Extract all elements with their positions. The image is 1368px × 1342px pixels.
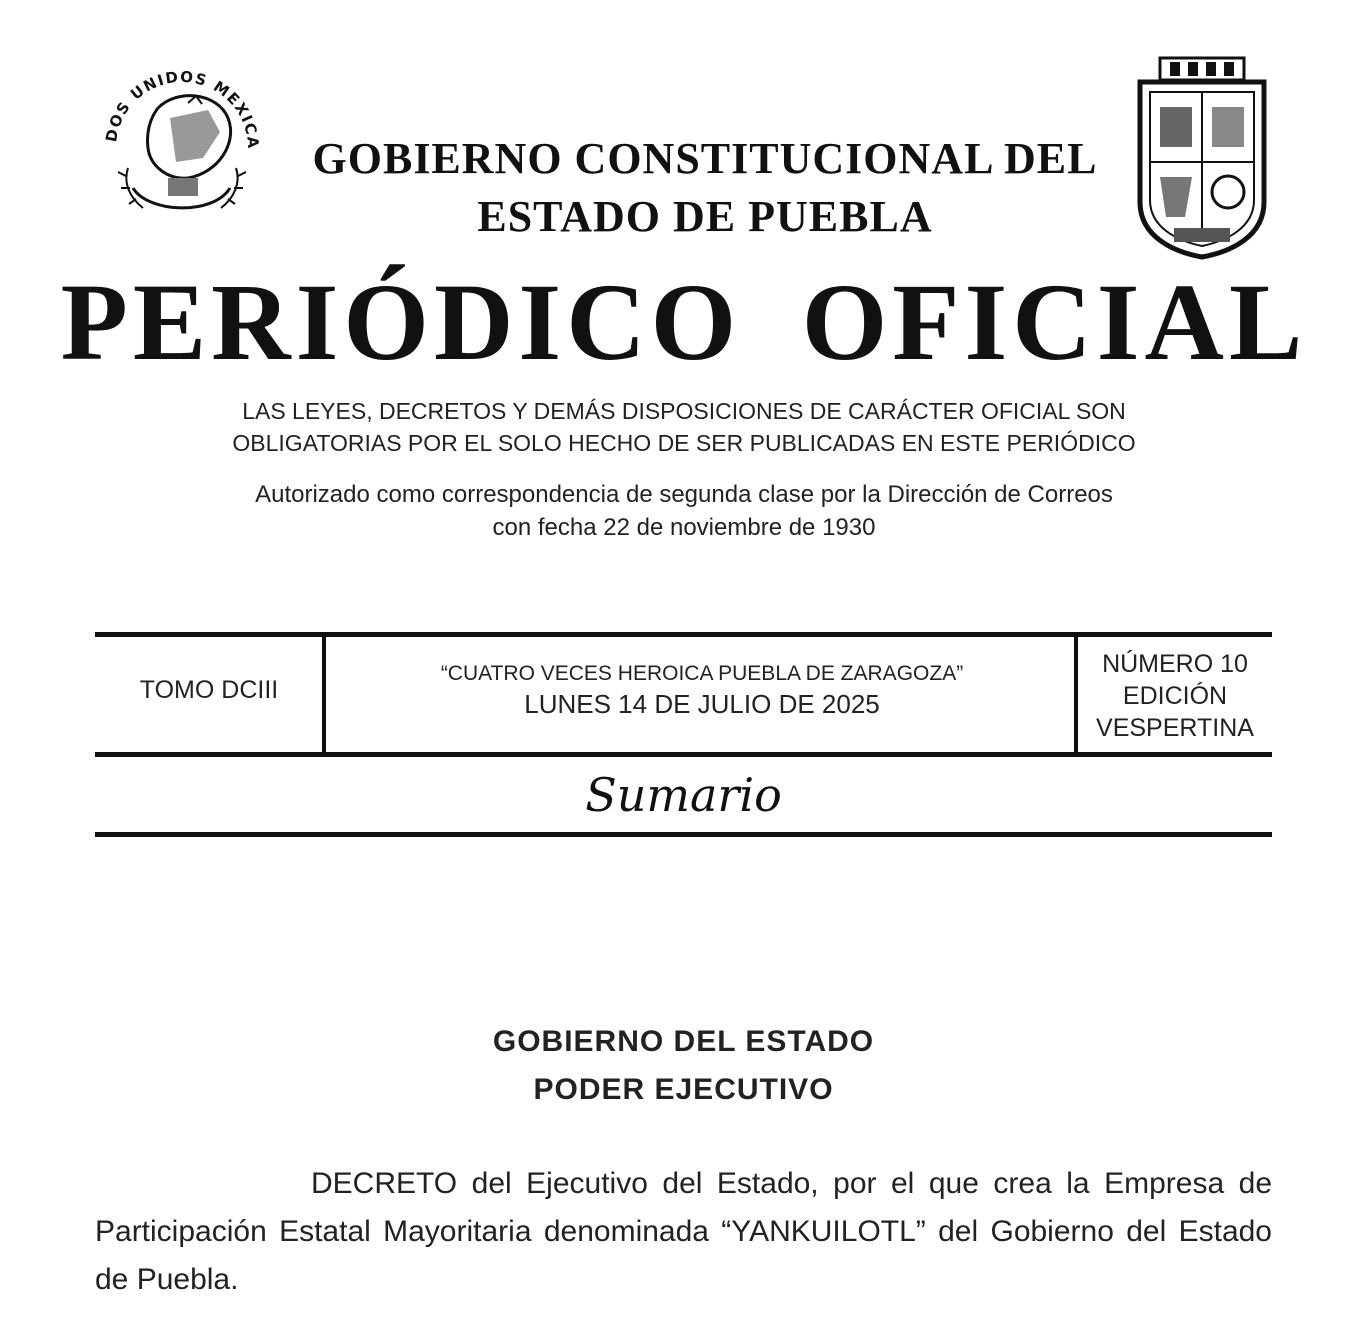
issue-box-bottom-rule xyxy=(95,752,1272,757)
issue-date: LUNES 14 DE JULIO DE 2025 xyxy=(524,689,880,719)
gobierno-del-estado-heading: GOBIERNO DEL ESTADO xyxy=(492,1025,875,1058)
government-title xyxy=(280,130,1130,246)
issue-number xyxy=(1080,648,1270,744)
mexican-coat-of-arms-icon xyxy=(88,48,274,234)
legal-notice-line1: LAS LEYES, DECRETOS Y DEMÁS DISPOSICIONES DE CARÁCTER OFICIAL SON xyxy=(242,398,1126,424)
seal-text: DOS UNIDOS MEXICA xyxy=(102,67,263,151)
tomo-label: TOMO DCIII xyxy=(139,676,279,704)
legal-notice xyxy=(100,395,1268,459)
edition-label: EDICIÓN xyxy=(1122,682,1228,710)
postal-authorization-line1: Autorizado como correspondencia de segunda clase por la Dirección de Correos xyxy=(255,481,1113,508)
issue-number-label: NÚMERO 10 xyxy=(1102,650,1248,678)
legal-notice-line2: OBLIGATORIAS POR EL SOLO HECHO DE SER PUBLICADAS EN ESTE PERIÓDICO xyxy=(232,430,1136,456)
periodico-oficial-masthead: PERIÓDICO OFICIAL xyxy=(60,261,1308,383)
issue-box-top-rule xyxy=(95,632,1272,637)
poder-ejecutivo-heading: PODER EJECUTIVO xyxy=(533,1073,834,1106)
sumario-bottom-rule xyxy=(95,832,1272,837)
postal-authorization xyxy=(100,478,1268,544)
city-motto: “CUATRO VECES HEROICA PUEBLA DE ZARAGOZA” xyxy=(440,662,964,685)
issue-box-divider-right xyxy=(1074,636,1078,754)
edition-type: VESPERTINA xyxy=(1096,714,1254,742)
issuing-authority xyxy=(95,1018,1272,1114)
decree-summary: DECRETO del Ejecutivo del Estado, por el que crea la Empresa de Participación Estatal Mayoritaria denominada “YANKUILOTL” del Gobierno del Estado de Puebla. xyxy=(95,1167,1272,1296)
postal-authorization-line2: con fecha 22 de noviembre de 1930 xyxy=(492,514,876,541)
gov-title-line2: ESTADO DE PUEBLA xyxy=(477,192,933,241)
sumario-heading: Sumario xyxy=(585,768,782,822)
gov-title-line1: GOBIERNO CONSTITUCIONAL DEL xyxy=(312,134,1098,183)
puebla-coat-of-arms-icon xyxy=(1130,52,1274,262)
issue-box-divider-left xyxy=(322,636,326,754)
